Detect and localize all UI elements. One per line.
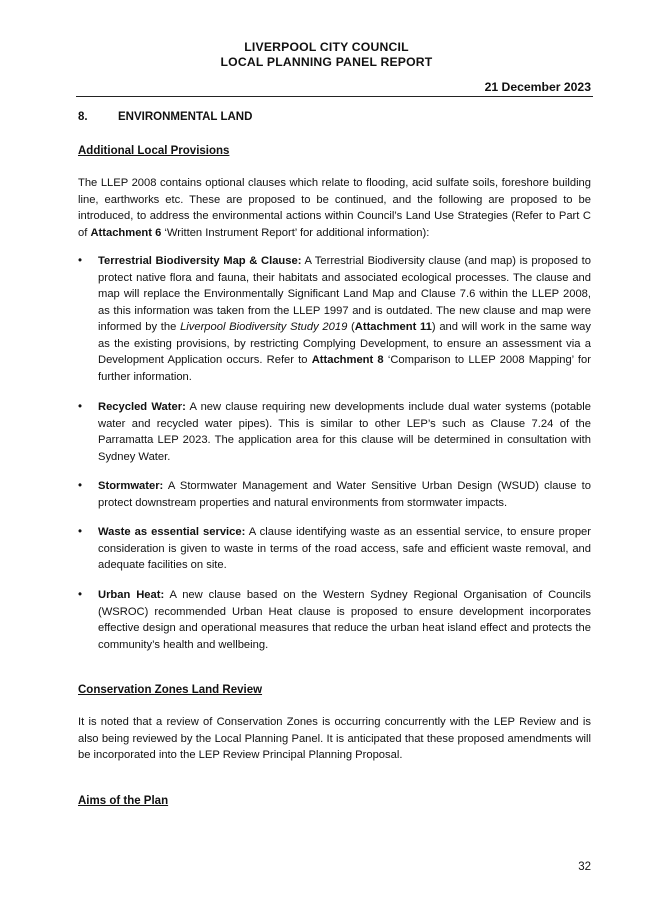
heading-conservation-zones: Conservation Zones Land Review <box>78 684 263 696</box>
bullet-urban-heat-text: Urban Heat: A new clause based on the Western Sydney Regional Organisation of Councils (WSROC) recommended Urban Heat clause is proposed to ensure development incorporates effective design and operational measures that reduce the urban heat island effect and protects the community’s health and wellbeing. <box>98 589 591 651</box>
header-rule <box>76 96 593 97</box>
bullet-marker: • <box>78 589 83 601</box>
bullet-marker: • <box>78 255 83 267</box>
bullet-recycled-water-text: Recycled Water: A new clause requiring new developments include dual water systems (potable water and recycled water pipes). This is similar to other LEP’s such as Clause 7.24 of the Parramatta LEP 2023. The application area for this clause will be determined in consultation with Sydney Water. <box>98 401 591 463</box>
bullet-marker: • <box>78 480 83 492</box>
bullet-biodiversity-text: Terrestrial Biodiversity Map & Clause: A Terrestrial Biodiversity clause (and map) is proposed to protect native flora and fauna, their habitats and associated ecological processes. The clause and map will replace the Environmentally Significant Land Map and Clause 7.6 within the LLEP 2008, as this information was taken from the LLEP 1997 and is outdated. The new clause and map were informed by the Liverpool Biodiversity Study 2019 (Attachment 11) and will work in the same way as the existing provisions, by restricting Complying Development, to ensure an assessment via a Development Application occurs. Refer to Attachment 8 ‘Comparison to LLEP 2008 Mapping’ for further information. <box>98 255 592 383</box>
council-name: LIVERPOOL CITY COUNCIL <box>244 40 409 54</box>
heading-additional-local-provisions: Additional Local Provisions <box>78 145 230 157</box>
heading-aims-of-plan: Aims of the Plan <box>78 795 169 807</box>
attachment-6-ref: Attachment 6 <box>90 226 162 239</box>
bullet-stormwater-text: Stormwater: A Stormwater Management and Water Sensitive Urban Design (WSUD) clause to protect downstream properties and natural environments from stormwater impacts. <box>98 480 591 509</box>
report-title: LOCAL PLANNING PANEL REPORT <box>220 55 433 69</box>
report-date: 21 December 2023 <box>484 80 591 94</box>
page-number: 32 <box>578 861 591 873</box>
section-number: 8. <box>78 111 88 123</box>
bullet-waste-text: Waste as essential service: A clause identifying waste as an essential service, to ensure proper consideration is given to waste in terms of the road access, safe and efficient waste removal, and adequate facilities on site. <box>98 526 591 571</box>
conservation-paragraph: It is noted that a review of Conservation Zones is occurring concurrently with the LEP Review and is also being reviewed by the Local Planning Panel. It is anticipated that these proposed amendments will be incorporated into the LEP Review Principal Planning Proposal. <box>78 716 591 761</box>
bullet-marker: • <box>78 526 83 538</box>
section-title: ENVIRONMENTAL LAND <box>118 111 253 123</box>
intro-paragraph: The LLEP 2008 contains optional clauses which relate to flooding, acid sulfate soils, foreshore building line, earthworks etc. These are proposed to be continued, and the following are proposed to be introduced, to address the environmental actions within Council’s Land Use Strategies (Refer to Part C of Attachment 6 ‘Written Instrument Report’ for additional information): <box>78 177 591 239</box>
bullet-marker: • <box>78 401 83 413</box>
